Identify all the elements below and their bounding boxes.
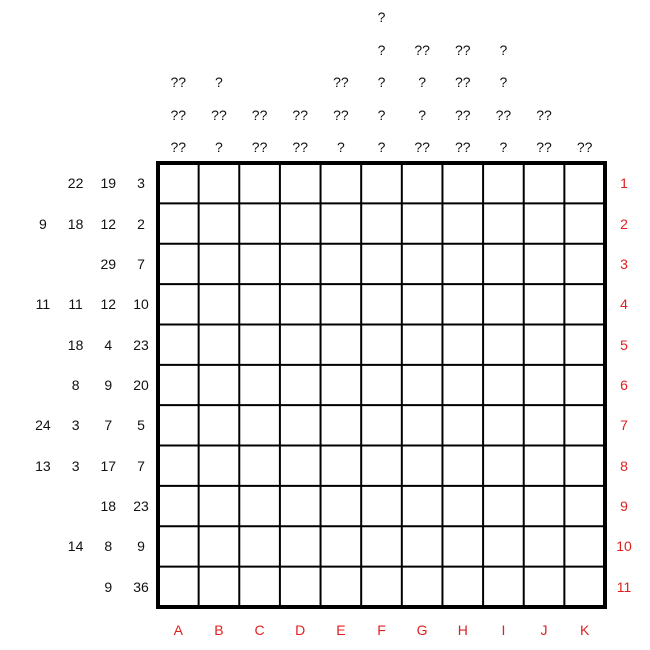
column-clue: ? [499,139,508,155]
grid-cell[interactable] [402,365,443,405]
grid-cell[interactable] [524,486,565,526]
grid-cell[interactable] [402,244,443,284]
grid-cell[interactable] [321,284,362,324]
column-clue: ?? [211,106,227,123]
grid-cell[interactable] [564,567,605,607]
grid-cell[interactable] [361,405,402,445]
grid-cell[interactable] [239,567,280,607]
row-clue: 9 [137,538,145,555]
grid-cell[interactable] [280,244,321,284]
row-clue: 14 [67,538,84,555]
row-label: 4 [620,296,628,313]
grid-cell[interactable] [402,486,443,526]
row-clue: 3 [71,457,80,474]
grid-cell[interactable] [524,324,565,364]
row-label: 1 [620,175,628,192]
row-clue: 12 [100,296,117,313]
column-clue: ? [377,106,386,123]
grid-cell[interactable] [564,284,605,324]
grid-cell[interactable] [280,365,321,405]
grid-cell[interactable] [361,284,402,324]
grid-cell[interactable] [239,446,280,486]
grid-cell[interactable] [321,365,362,405]
row-clue: 18 [67,336,84,353]
row-clue: 7 [104,417,113,434]
grid-cell[interactable] [483,244,524,284]
row-clue: 2 [137,215,145,232]
grid-cell[interactable] [564,486,605,526]
row-label: 6 [620,377,628,393]
grid-cell[interactable] [442,365,483,405]
grid-cell[interactable] [442,405,483,445]
column-clue: ? [377,41,386,58]
grid-cell[interactable] [524,446,565,486]
grid-cell[interactable] [321,203,362,243]
column-clue: ?? [292,106,308,123]
column-clue: ?? [251,139,268,155]
grid-cell[interactable] [280,203,321,243]
row-clue: 3 [71,417,80,434]
grid-cell[interactable] [239,203,280,243]
grid-cell[interactable] [483,446,524,486]
grid-cell[interactable] [239,163,280,203]
column-clue: ? [377,139,386,155]
grid-cell[interactable] [158,324,199,364]
grid-cell[interactable] [402,324,443,364]
row-clue: 17 [100,457,117,474]
column-clue: ?? [333,106,349,123]
grid-cell[interactable] [483,203,524,243]
grid-cell[interactable] [158,446,199,486]
grid-cell[interactable] [239,284,280,324]
grid-cell[interactable] [239,324,280,364]
column-clue: ? [418,74,427,90]
grid-cell[interactable] [239,526,280,566]
grid-cell[interactable] [280,446,321,486]
grid-cell[interactable] [483,486,524,526]
grid-cell[interactable] [158,526,199,566]
grid-cell[interactable] [442,163,483,203]
row-clue: 11 [68,296,83,313]
grid-cell[interactable] [483,526,524,566]
grid-cell[interactable] [361,365,402,405]
grid-cell[interactable] [158,365,199,405]
grid-cell[interactable] [321,526,362,566]
grid-cell[interactable] [158,163,199,203]
column-clue: ?? [454,41,471,58]
grid-cell[interactable] [199,365,240,405]
grid-cell[interactable] [321,163,362,203]
grid-cell[interactable] [442,244,483,284]
row-clue: 4 [104,336,113,353]
grid-cell[interactable] [361,244,402,284]
grid-cell[interactable] [280,526,321,566]
grid-cell[interactable] [361,324,402,364]
column-label: C [254,622,265,638]
grid-cell[interactable] [239,365,280,405]
column-label: G [416,622,428,638]
grid-cell[interactable] [199,163,240,203]
grid-cell[interactable] [158,203,199,243]
column-clue: ?? [170,106,187,123]
column-clue: ?? [251,106,268,123]
row-clue: 19 [100,175,117,192]
column-clue: ? [499,74,508,90]
grid-cell[interactable] [524,365,565,405]
column-clue: ?? [333,74,349,90]
row-label: 7 [620,417,628,434]
grid-cell[interactable] [199,324,240,364]
grid-cell[interactable] [564,446,605,486]
row-clue: 29 [100,255,117,272]
row-label: 10 [616,538,632,555]
column-clue: ?? [536,106,552,123]
column-label: F [377,622,386,638]
row-clue: 20 [133,377,149,393]
grid-cell[interactable] [280,405,321,445]
grid-cell[interactable] [321,405,362,445]
column-clue: ?? [495,106,512,123]
row-clue: 8 [71,377,80,393]
grid-cell[interactable] [321,567,362,607]
row-clue: 23 [133,498,149,515]
grid-cell[interactable] [524,203,565,243]
grid-cell[interactable] [402,405,443,445]
column-label: E [336,622,346,638]
grid-cell[interactable] [239,486,280,526]
row-clue: 9 [104,377,113,393]
grid-cell[interactable] [483,365,524,405]
grid-cell[interactable] [321,486,362,526]
column-clue: ?? [170,74,187,90]
row-clue: 10 [133,296,149,313]
grid-cell[interactable] [199,203,240,243]
column-clue: ?? [454,139,471,155]
column-clue: ?? [536,139,552,155]
grid-cell[interactable] [158,244,199,284]
row-clue: 12 [100,215,117,232]
grid-cell[interactable] [564,526,605,566]
row-label: 8 [620,457,628,474]
row-clue: 24 [35,417,51,434]
row-clue: 7 [137,255,145,272]
row-label: 11 [616,578,632,595]
column-clue: ?? [170,139,187,155]
grid-cell[interactable] [402,203,443,243]
grid-cell[interactable] [483,405,524,445]
column-clue: ?? [454,74,471,90]
grid-cell[interactable] [199,446,240,486]
column-clue: ? [418,106,427,123]
grid-cell[interactable] [280,567,321,607]
grid-cell[interactable] [199,244,240,284]
grid-cell[interactable] [564,163,605,203]
row-clue: 9 [104,578,113,595]
grid-cell[interactable] [402,526,443,566]
grid-cell[interactable] [442,324,483,364]
grid-cell[interactable] [442,284,483,324]
grid-cell[interactable] [524,163,565,203]
row-clue: 8 [104,538,113,555]
column-clue: ? [377,74,386,90]
grid-cell[interactable] [442,567,483,607]
grid-cell[interactable] [564,324,605,364]
grid-cell[interactable] [321,244,362,284]
grid-cell[interactable] [280,284,321,324]
column-clue: ? [336,139,345,155]
grid-cell[interactable] [158,405,199,445]
column-clue: ?? [414,41,430,58]
grid-cell[interactable] [199,405,240,445]
grid-cell[interactable] [483,567,524,607]
grid-cell[interactable] [564,405,605,445]
row-clue: 22 [67,175,84,192]
column-label: I [501,622,506,638]
grid-cell[interactable] [321,446,362,486]
row-clue: 18 [100,498,117,515]
column-label: H [457,622,468,638]
row-clue: 7 [137,457,145,474]
grid-cell[interactable] [442,526,483,566]
column-label: D [295,622,306,638]
grid-cell[interactable] [402,446,443,486]
grid-cell[interactable] [199,486,240,526]
grid-cell[interactable] [442,203,483,243]
column-clue: ?? [414,139,430,155]
column-clue: ?? [292,139,308,155]
grid-cell[interactable] [361,203,402,243]
grid-cell[interactable] [402,284,443,324]
row-label: 9 [620,498,628,515]
grid-cell[interactable] [158,284,199,324]
column-label: A [173,622,183,638]
row-clue: 36 [133,578,149,595]
column-clue: ? [215,74,223,90]
grid-cell[interactable] [321,324,362,364]
grid-cell[interactable] [361,567,402,607]
grid-cell[interactable] [361,486,402,526]
grid-cell[interactable] [483,324,524,364]
grid-cell[interactable] [524,284,565,324]
grid-cell[interactable] [361,446,402,486]
column-clue: ? [499,41,508,58]
column-label: J [540,622,548,638]
row-clue: 23 [133,336,149,353]
grid-cell[interactable] [402,567,443,607]
row-clue: 3 [137,175,145,192]
grid-cell[interactable] [280,324,321,364]
grid-cell[interactable] [402,163,443,203]
grid-cell[interactable] [361,163,402,203]
grid-cell[interactable] [239,405,280,445]
grid-cell[interactable] [564,365,605,405]
grid-cell[interactable] [280,486,321,526]
grid-cell[interactable] [524,526,565,566]
grid-cell[interactable] [524,567,565,607]
row-clue: 5 [137,417,145,434]
grid-cell[interactable] [564,203,605,243]
row-clue: 11 [35,296,51,313]
row-label: 5 [620,336,628,353]
column-clue: ? [377,9,386,25]
grid-cell[interactable] [199,526,240,566]
row-clue: 18 [67,215,84,232]
grid-cell[interactable] [280,163,321,203]
row-label: 3 [620,255,628,272]
grid-cell[interactable] [442,446,483,486]
column-label: B [214,622,224,638]
column-clue: ?? [454,106,471,123]
grid-cell[interactable] [199,567,240,607]
grid-cell[interactable] [361,526,402,566]
row-label: 2 [620,215,628,232]
column-clue: ?? [576,139,593,155]
grid-cell[interactable] [158,567,199,607]
grid-cell[interactable] [483,163,524,203]
grid-cell[interactable] [442,486,483,526]
grid-cell[interactable] [524,244,565,284]
grid-cell[interactable] [199,284,240,324]
column-clue: ? [215,139,223,155]
grid-cell[interactable] [564,244,605,284]
row-clue: 13 [35,457,51,474]
grid-cell[interactable] [239,244,280,284]
row-clue: 9 [38,215,47,232]
grid-cell[interactable] [483,284,524,324]
grid-cell[interactable] [158,486,199,526]
grid-cell[interactable] [524,405,565,445]
column-label: K [580,622,590,638]
